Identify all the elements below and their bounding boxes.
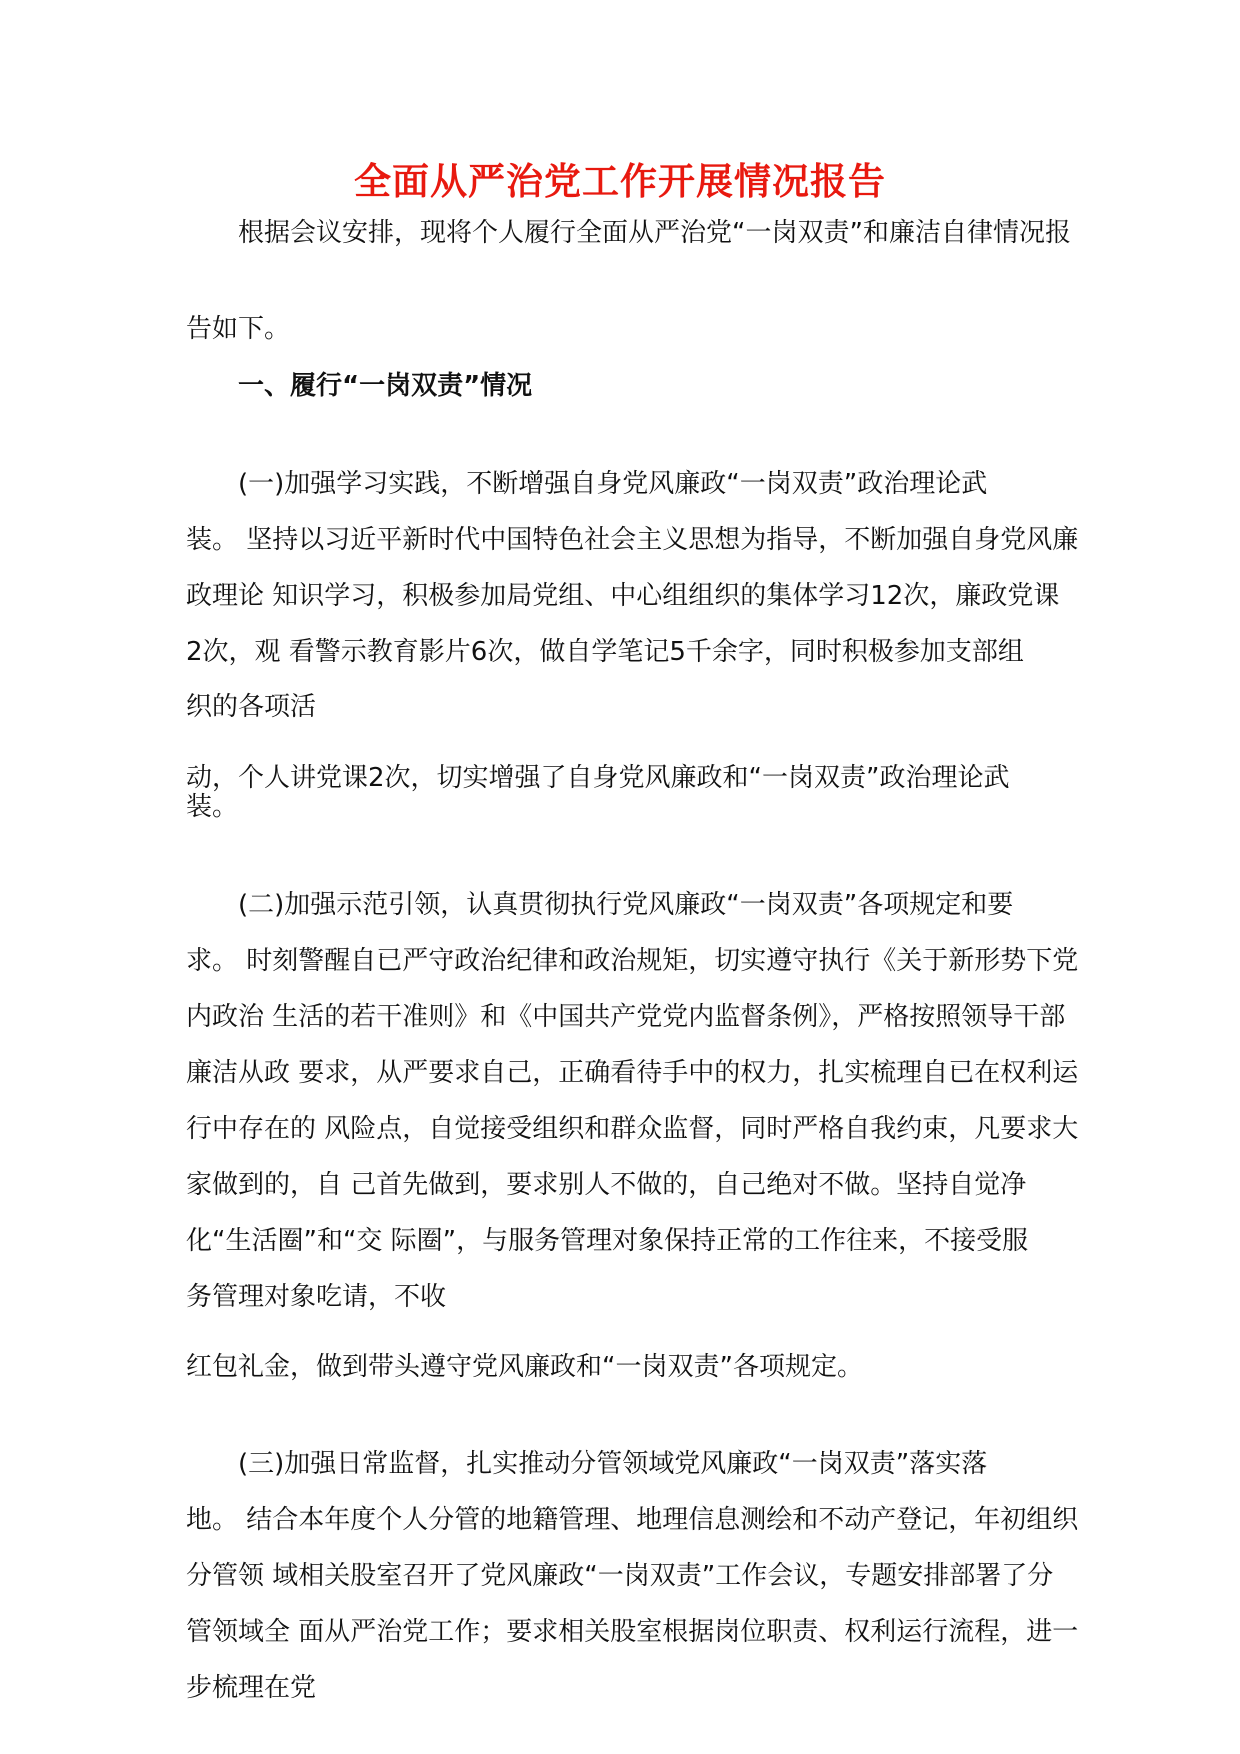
paragraph-line: 分管领 域相关股室召开了党风廉政“一岗双责”工作会议，专题安排部署了分 <box>186 1561 1054 1591</box>
paragraph-line: 求。 时刻警醒自已严守政治纪律和政治规矩，切实遵守执行《关于新形势下党 <box>186 946 1079 976</box>
paragraph-line: 家做到的，自 己首先做到，要求别人不做的，自己绝对不做。坚持自觉净 <box>186 1170 1027 1200</box>
paragraph-line: 动，个人讲党课2次，切实增强了自身党风廉政和“一岗双责”政治理论武 <box>186 763 1010 793</box>
subsection-heading: (一)加强学习实践，不断增强自身党风廉政“一岗双责”政治理论武 <box>238 469 988 499</box>
paragraph-line: 内政治 生活的若干准则》和《中国共产党党内监督条例》，严格按照领导干部 <box>186 1002 1066 1032</box>
paragraph-line: 行中存在的 风险点，自觉接受组织和群众监督，同时严格自我约束，凡要求大 <box>186 1114 1079 1144</box>
paragraph-line: 告如下。 <box>186 314 291 344</box>
subsection-heading: (二)加强示范引领，认真贯彻执行党风廉政“一岗双责”各项规定和要 <box>238 890 1014 920</box>
subsection-heading: (三)加强日常监督，扎实推动分管领域党风廉政“一岗双责”落实落 <box>238 1449 988 1479</box>
paragraph-line: 地。 结合本年度个人分管的地籍管理、地理信息测绘和不动产登记，年初组织 <box>186 1505 1079 1535</box>
paragraph-line: 根据会议安排，现将个人履行全面从严治党“一岗双责”和廉洁自律情况报 <box>238 218 1071 248</box>
paragraph-line: 2次，观 看警示教育影片6次，做自学笔记5千余字，同时积极参加支部组 <box>186 637 1024 667</box>
paragraph-line: 装。 坚持以习近平新时代中国特色社会主义思想为指导，不断加强自身党风廉 <box>186 525 1079 555</box>
paragraph-line: 务管理对象吃请，不收 <box>186 1282 447 1312</box>
paragraph-line: 化“生活圈”和“交 际圈”，与服务管理对象保持正常的工作往来，不接受服 <box>186 1226 1029 1256</box>
paragraph-line: 政理论 知识学习，积极参加局党组、中心组组织的集体学习12次，廉政党课 <box>186 581 1060 611</box>
paragraph-line: 廉洁从政 要求，从严要求自己，正确看待手中的权力，扎实梳理自已在权利运 <box>186 1058 1079 1088</box>
paragraph-line: 红包礼金，做到带头遵守党风廉政和“一岗双责”各项规定。 <box>186 1352 863 1382</box>
paragraph-line: 管领域全 面从严治党工作；要求相关股室根据岗位职责、权利运行流程，进一 <box>186 1617 1079 1647</box>
document-title: 全面从严治党工作开展情况报告 <box>354 160 886 203</box>
paragraph-line: 装。 <box>186 792 239 822</box>
section-heading: 一、履行“一岗双责”情况 <box>238 371 533 401</box>
paragraph-line: 织的各项活 <box>186 692 317 722</box>
paragraph-line: 步梳理在党 <box>186 1673 317 1703</box>
